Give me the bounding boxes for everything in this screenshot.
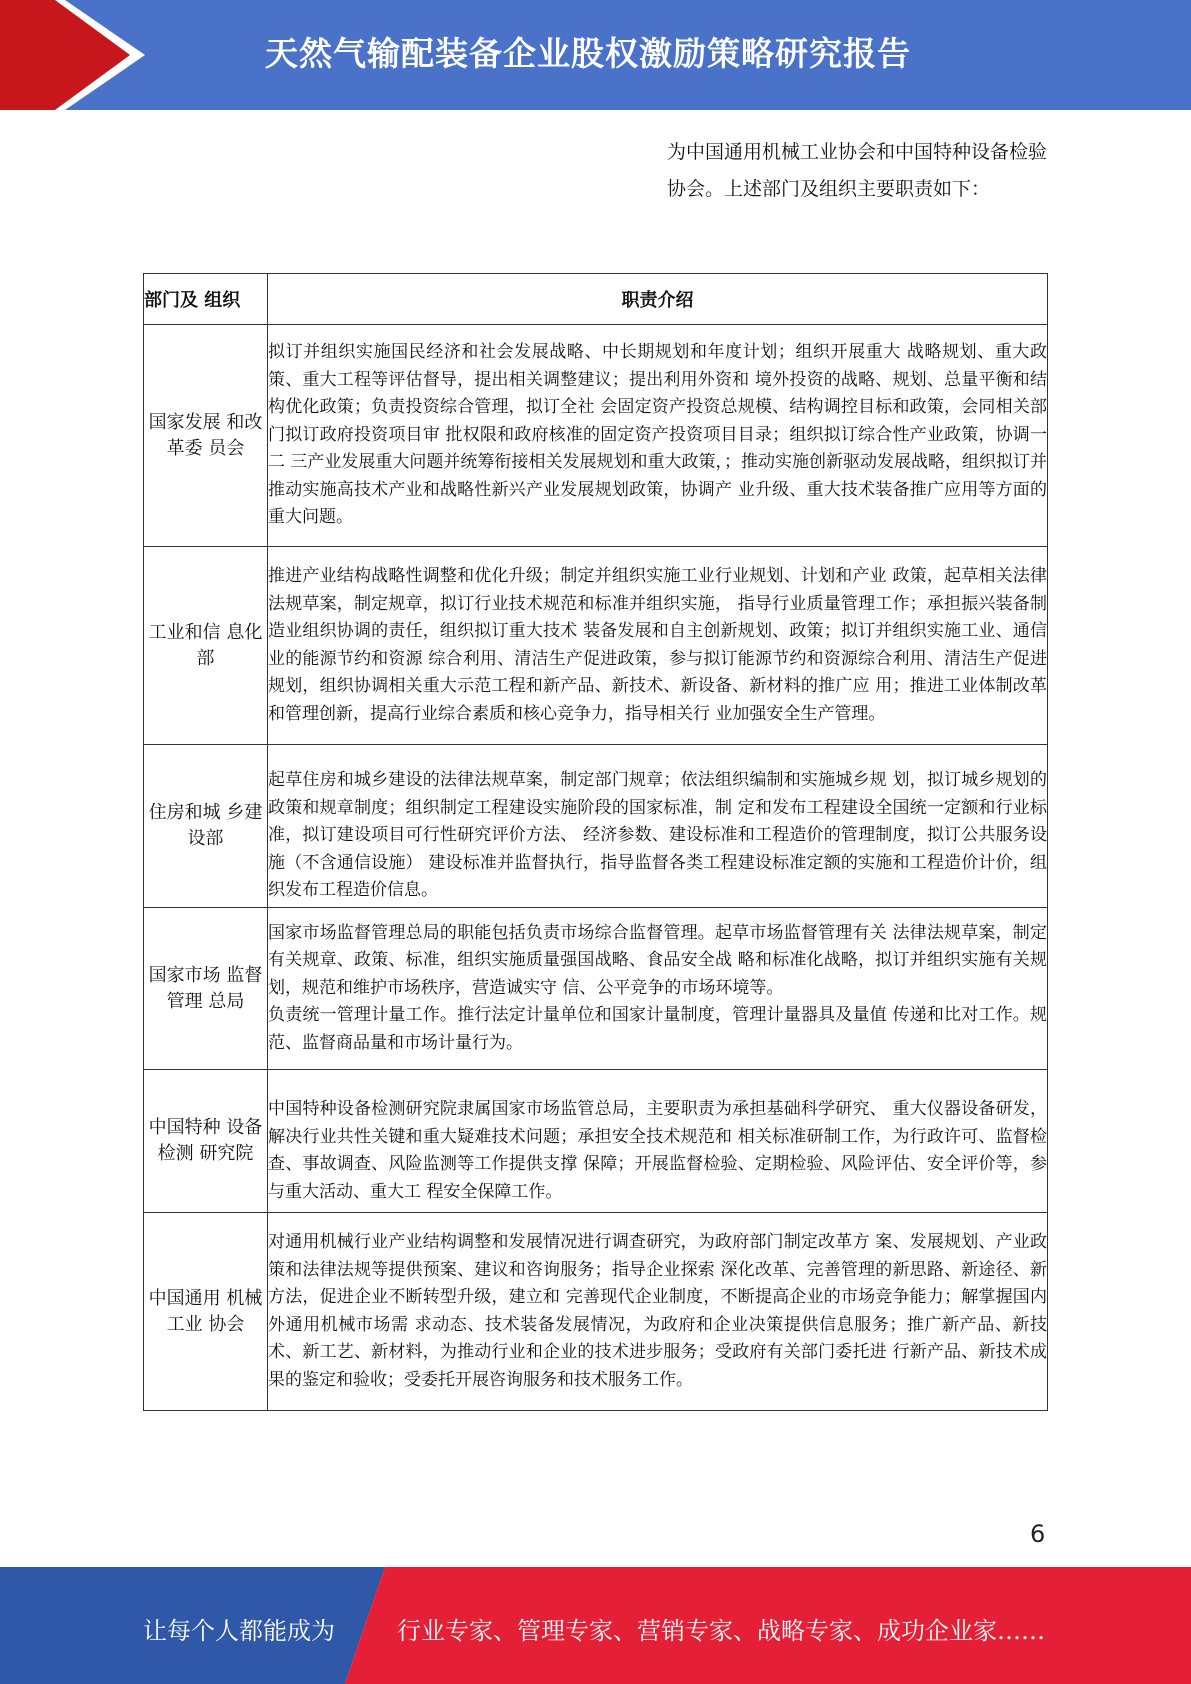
duty-text (268, 1213, 1048, 1411)
table-row (144, 1213, 1048, 1411)
duty-paragraph: 推进产业结构战略性调整和优化升级；制定并组织实施工业行业规划、计划和产业 政策，起草相关法律法规草案，制定规章，拟订行业技术规范和标准并组织实施， 指导行业质量管理工作；承担振兴装备制造业组织协调的责任，组织拟订重大技术 装备发展和自主创新规划、政策；拟订并组织实施工业、通信业的能源节约和资源 综合利用、清洁生产促进政策，参与拟订能源节约和资源综合利用、清洁生产促进 规划，组织协调相关重大示范工程和新产品、新技术、新设备、新材料的推广应 用；推进工业体制改革和管理创新，提高行业综合素质和核心竞争力，指导相关行 业加强安全生产管理。 (268, 566, 1047, 724)
dept-name: 中国通用 机械工业 协会 (144, 1213, 268, 1411)
duty-text (268, 1070, 1048, 1213)
footer-banner (0, 1567, 1191, 1684)
duty-text (268, 325, 1048, 547)
responsibility-table (143, 273, 1048, 1411)
duty-paragraph: 对通用机械行业产业结构调整和发展情况进行调查研究，为政府部门制定改革方 案、发展规划、产业政策和法律法规等提供预案、建议和咨询服务；指导企业探索 深化改革、完善管理的新思路、新途径、新方法，促进企业不断转型升级，建立和 完善现代企业制度，不断提高企业的市场竞争能力；解掌握国内外通用机械市场需 求动态、技术装备发展情况，为政府和企业决策提供信息服务；推广新产品、新技 术、新工艺、新材料，为推动行业和企业的技术进步服务；受政府有关部门委托进 行新产品、新技术成果的鉴定和验收；受委托开展咨询服务和技术服务工作。 (268, 1232, 1047, 1390)
duty-text (268, 547, 1048, 745)
table-row (144, 1070, 1048, 1213)
duty-text (268, 745, 1048, 908)
footer-slogan-left: 让每个人都能成为 (143, 1617, 335, 1645)
dept-name: 国家发展 和改革委 员会 (144, 325, 268, 547)
header-duty: 职责介绍 (268, 274, 1048, 325)
header-banner (0, 0, 1191, 110)
dept-name: 中国特种 设备检测 研究院 (144, 1070, 268, 1213)
duty-paragraph: 拟订并组织实施国民经济和社会发展战略、中长期规划和年度计划；组织开展重大 战略规划、重大政策、重大工程等评估督导，提出相关调整建议；提出利用外资和 境外投资的战略、规划、总量平衡和结构优化政策；负责投资综合管理，拟订全社 会固定资产投资总规模、结构调控目标和政策，会同相关部门拟订政府投资项目审 批权限和政府核准的固定资产投资项目目录；组织拟订综合性产业政策，协调一二 三产业发展重大问题并统筹衔接相关发展规划和重大政策，；推动实施创新驱动发展战略，组织拟订并推动实施高技术产业和战略性新兴产业发展规划政策，协调产 业升级、重大技术装备推广应用等方面的重大问题。 (268, 342, 1047, 528)
table-row (144, 745, 1048, 908)
table-row (144, 547, 1048, 745)
dept-name: 工业和信 息化部 (144, 547, 268, 745)
duty-paragraph: 负责统一管理计量工作。推行法定计量单位和国家计量制度，管理计量器具及量值 传递和比对工作。规范、监督商品量和市场计量行为。 (268, 1005, 1047, 1053)
header-arrow-graphic (0, 0, 160, 110)
duty-text (268, 908, 1048, 1070)
dept-name: 住房和城 乡建设部 (144, 745, 268, 908)
header-dept: 部门及 组织 (144, 274, 268, 325)
intro-paragraph: 为中国通用机械工业协会和中国特种设备检验协会。上述部门及组织主要职责如下： (667, 141, 1048, 200)
dept-name: 国家市场 监督管理 总局 (144, 908, 268, 1070)
footer-slogan-right: 行业专家、管理专家、营销专家、战略专家、成功企业家…… (397, 1617, 1045, 1645)
table-row (144, 908, 1048, 1070)
duty-paragraph: 中国特种设备检测研究院隶属国家市场监管总局，主要职责为承担基础科学研究、 重大仪器设备研发，解决行业共性关键和重大疑难技术问题；承担安全技术规范和 相关标准研制工作，为行政许可、监督检查、事故调查、风险监测等工作提供支撑 保障；开展监督检验、定期检验、风险评估、安全评价等，参与重大活动、重大工 程安全保障工作。 (268, 1099, 1047, 1202)
duty-paragraph: 国家市场监督管理总局的职能包括负责市场综合监督管理。起草市场监督管理有关 法律法规草案，制定有关规章、政策、标准，组织实施质量强国战略、食品安全战 略和标准化战略，拟订并组织实施有关规划，规范和维护市场秩序，营造诚实守 信、公平竞争的市场环境等。 (268, 922, 1047, 998)
duty-paragraph: 起草住房和城乡建设的法律法规草案，制定部门规章；依法组织编制和实施城乡规 划，拟订城乡规划的政策和规章制度；组织制定工程建设实施阶段的国家标准，制 定和发布工程建设全国统一定额和行业标准，拟订建设项目可行性研究评价方法、 经济参数、建设标准和工程造价的管理制度，拟订公共服务设施（不含通信设施） 建设标准并监督执行，指导监督各类工程建设标准定额的实施和工程造价计价，组 织发布工程造价信息。 (268, 770, 1047, 901)
table-row (144, 325, 1048, 547)
table-header-row (144, 274, 1048, 325)
page-number: 6 (1030, 1520, 1046, 1548)
report-title: 天然气输配装备企业股权激励策略研究报告 (265, 34, 911, 73)
